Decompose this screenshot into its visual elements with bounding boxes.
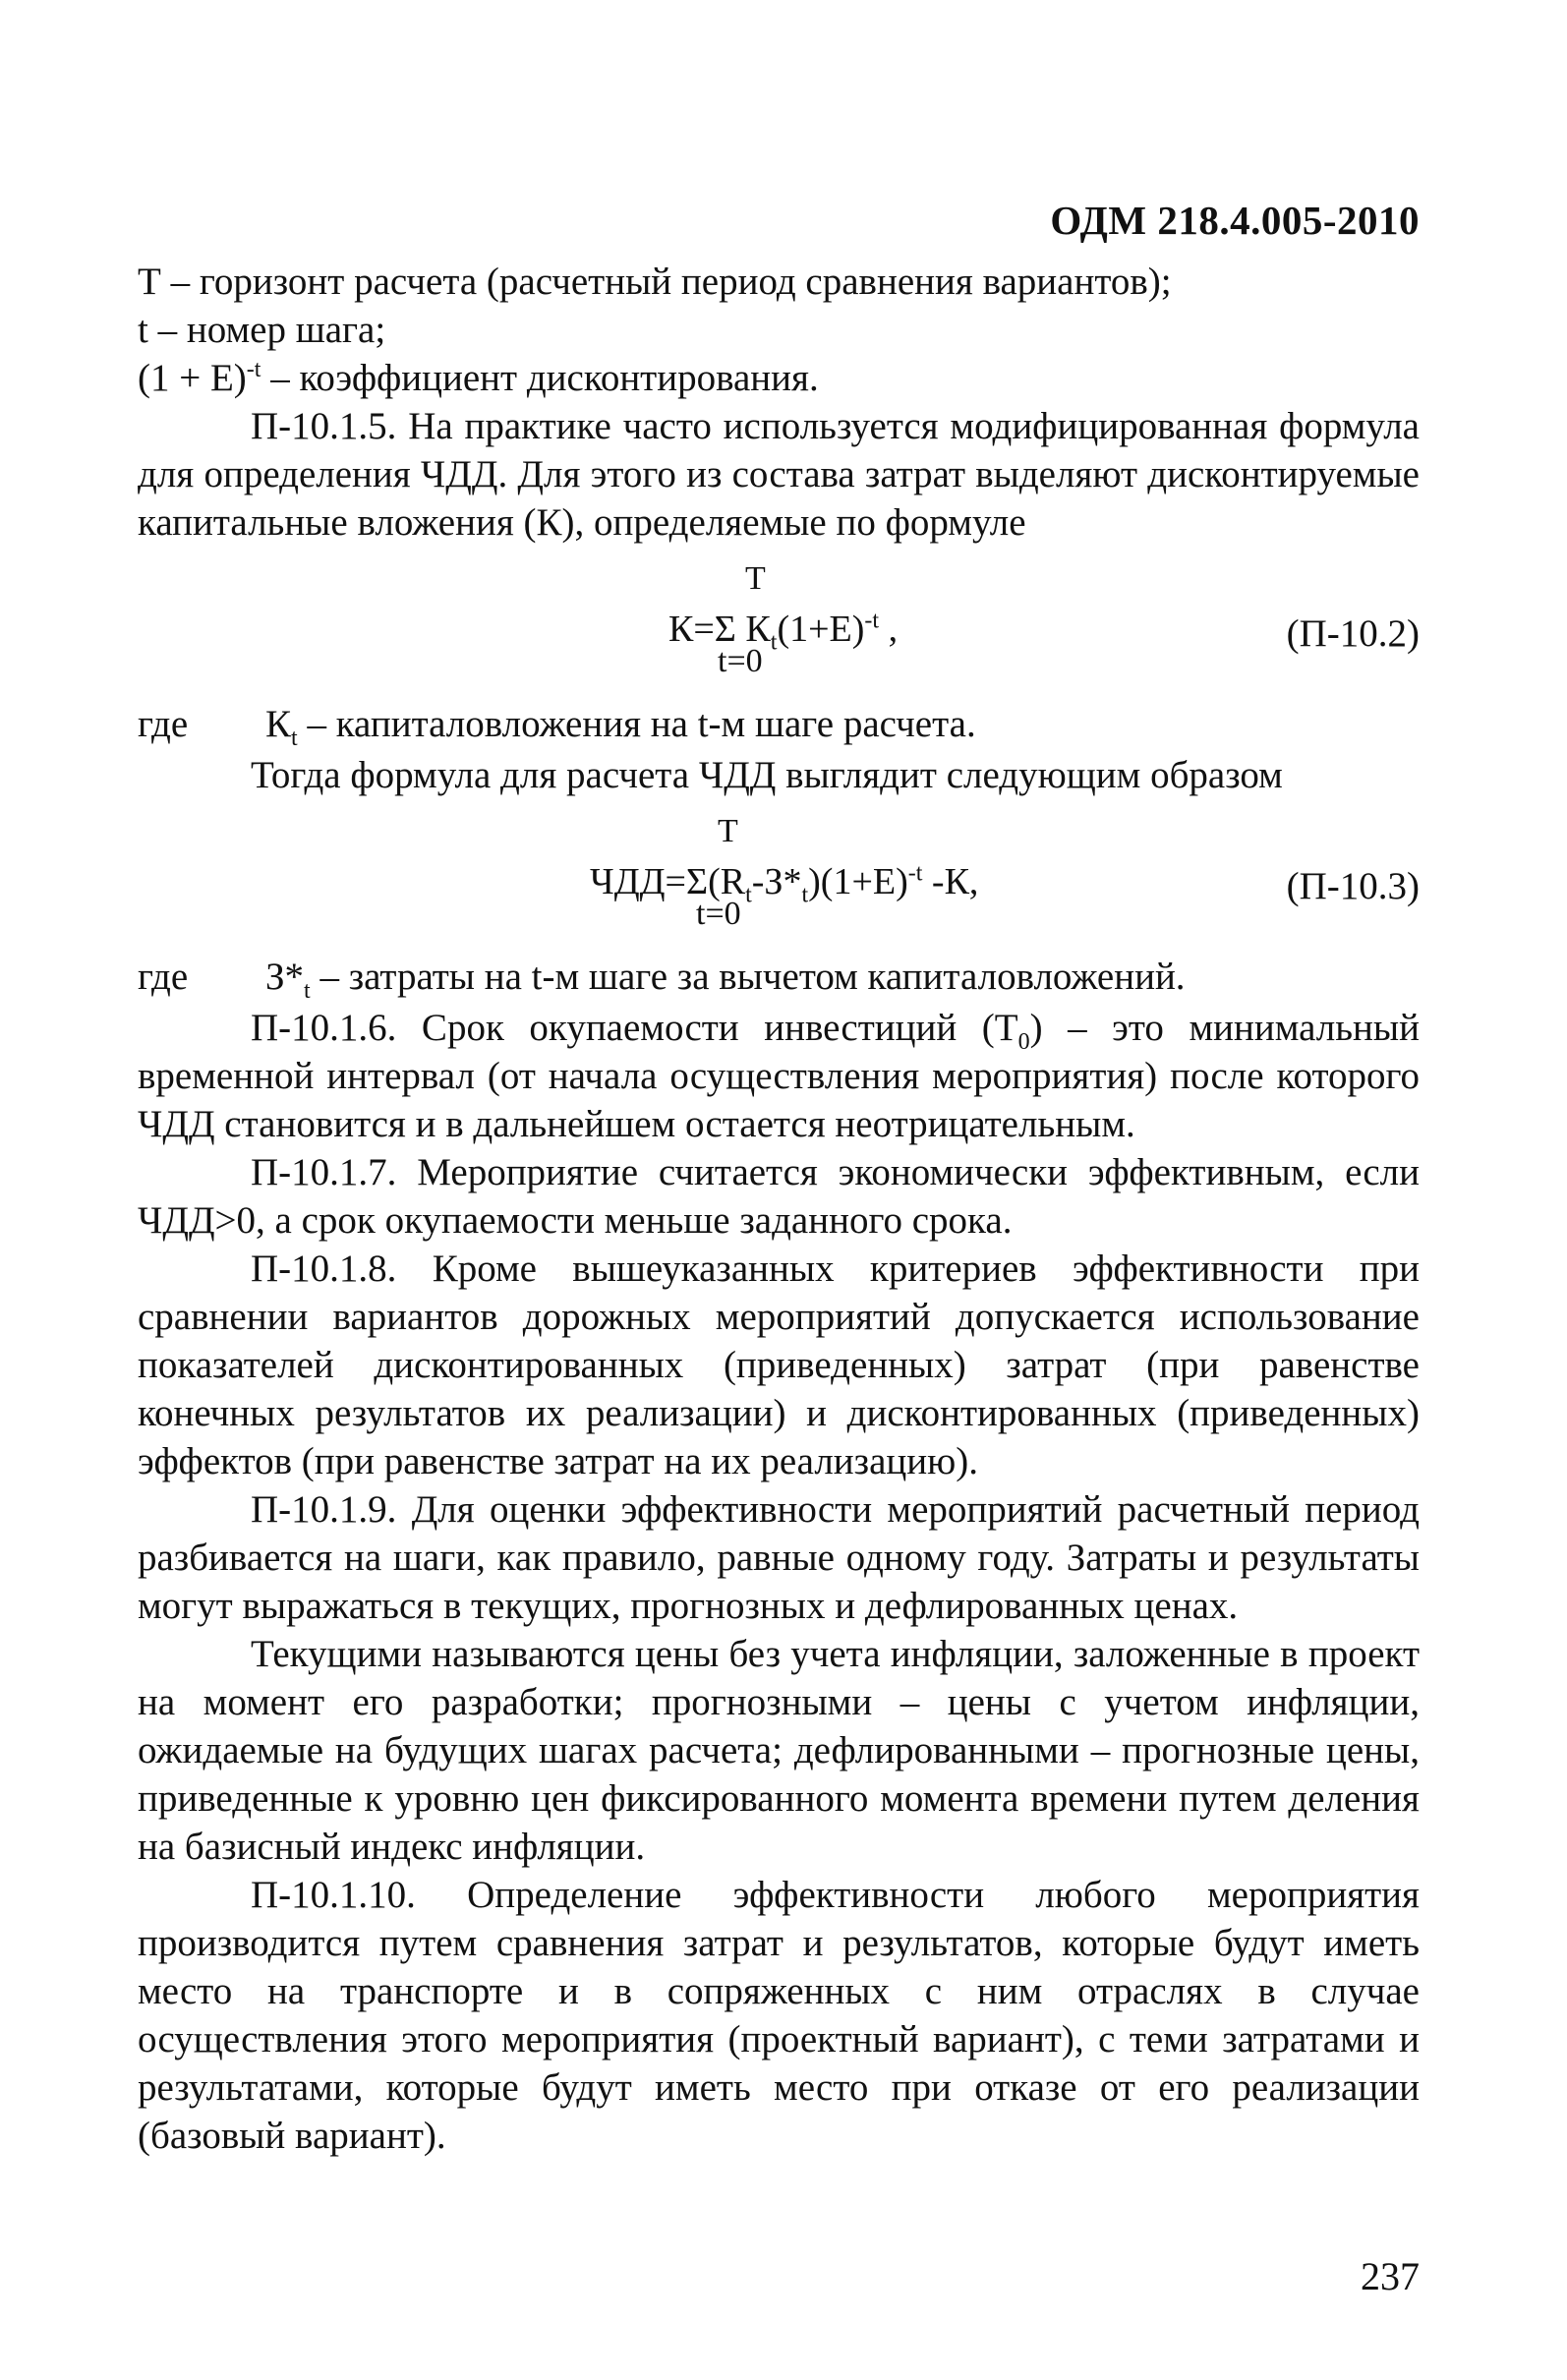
paragraph-formula-intro: Тогда формула для расчета ЧДД выглядит следующим образом (251, 754, 1283, 796)
page-content (138, 258, 1420, 2160)
formula-number: (П-10.2) (1286, 612, 1420, 655)
document-code: ОДМ 218.4.005-2010 (1050, 198, 1420, 243)
paragraph-10-1-8: П-10.1.8. Кроме вышеуказанных критериев эффективности при сравнении вариантов дорожных мероприятий допускается использование показателей дисконтированных (приведенных) затрат (при равенстве конечных результатов их реализации) и дисконтированных (приведенных) эффектов (при равенстве затрат на их реализацию). (138, 1248, 1420, 1482)
paragraph-10-1-9: П-10.1.9. Для оценки эффективности мероприятий расчетный период разбивается на шаги, как правило, равные одному году. Затраты и результаты могут выражаться в текущих, прогнозных и дефлированных ценах. (138, 1488, 1420, 1627)
formula-10-2: T К=Σ $К_t(1+Е)^{-t}$ , t=0 (П-10.2) (668, 560, 1420, 679)
paragraph-10-1-10: П-10.1.10. Определение эффективности любого мероприятия производится путем сравнения затрат и результатов, которые будут иметь место на транспорте и в сопряженных с ним отраслях в случае осуществления этого мероприятия (проектный вариант), с теми затратами и результатами, которые будут иметь место при отказе от его реализации (базовый вариант). (138, 1874, 1420, 2157)
paragraph-prices: Текущими называются цены без учета инфляции, заложенные в проект на момент его разработки; прогнозными – цены с учетом инфляции, ожидаемые на будущих шагах расчета; дефлированными – прогнозные цены, приведенные к уровню цен фиксированного момента времени путем деления на базисный индекс инфляции. (138, 1633, 1420, 1868)
paragraph-10-1-6: П-10.1.6. Срок окупаемости инвестиций $(Т_0)$ – это минимальный временной интервал (от начала осуществления мероприятия) после которого ЧДД становится и в дальнейшем остается неотрицательным. (138, 1007, 1421, 1145)
paragraph-10-1-7: П-10.1.7. Мероприятие считается экономически эффективным, если ЧДД>0, а срок окупаемости меньше заданного срока. (138, 1151, 1420, 1242)
page-number: 237 (1361, 2254, 1420, 2298)
sum-sign: Σ (714, 609, 736, 650)
definition-horizon: Т – горизонт расчета (расчетный период сравнения вариантов); (138, 261, 1172, 303)
where-costs: где $З*_t$ – затраты на t-м шаге за вычетом капиталовложений. (138, 956, 1186, 1004)
definition-step: t – номер шага; (138, 309, 386, 351)
sum-sign: Σ (685, 861, 709, 902)
formula-number: (П-10.3) (1286, 865, 1420, 907)
where-capital-investments: где $К_t$ – капиталовложения на t-м шаге расчета. (138, 703, 976, 751)
definition-discount-factor: $(1 + Е)^{-t}$ – коэффициент дисконтирования. (138, 357, 819, 399)
formula-10-3: T $ЧДД=\Sigma(R_t-З*_t)(1+Е)^{-t}$ -К, t=0 (П-10.3) (590, 813, 1420, 932)
paragraph-10-1-5: П-10.1.5. На практике часто используется модифицированная формула для определения ЧДД. Для этого из состава затрат выделяют дисконтируемые капитальные вложения (К), определяемые по формуле (138, 405, 1420, 544)
